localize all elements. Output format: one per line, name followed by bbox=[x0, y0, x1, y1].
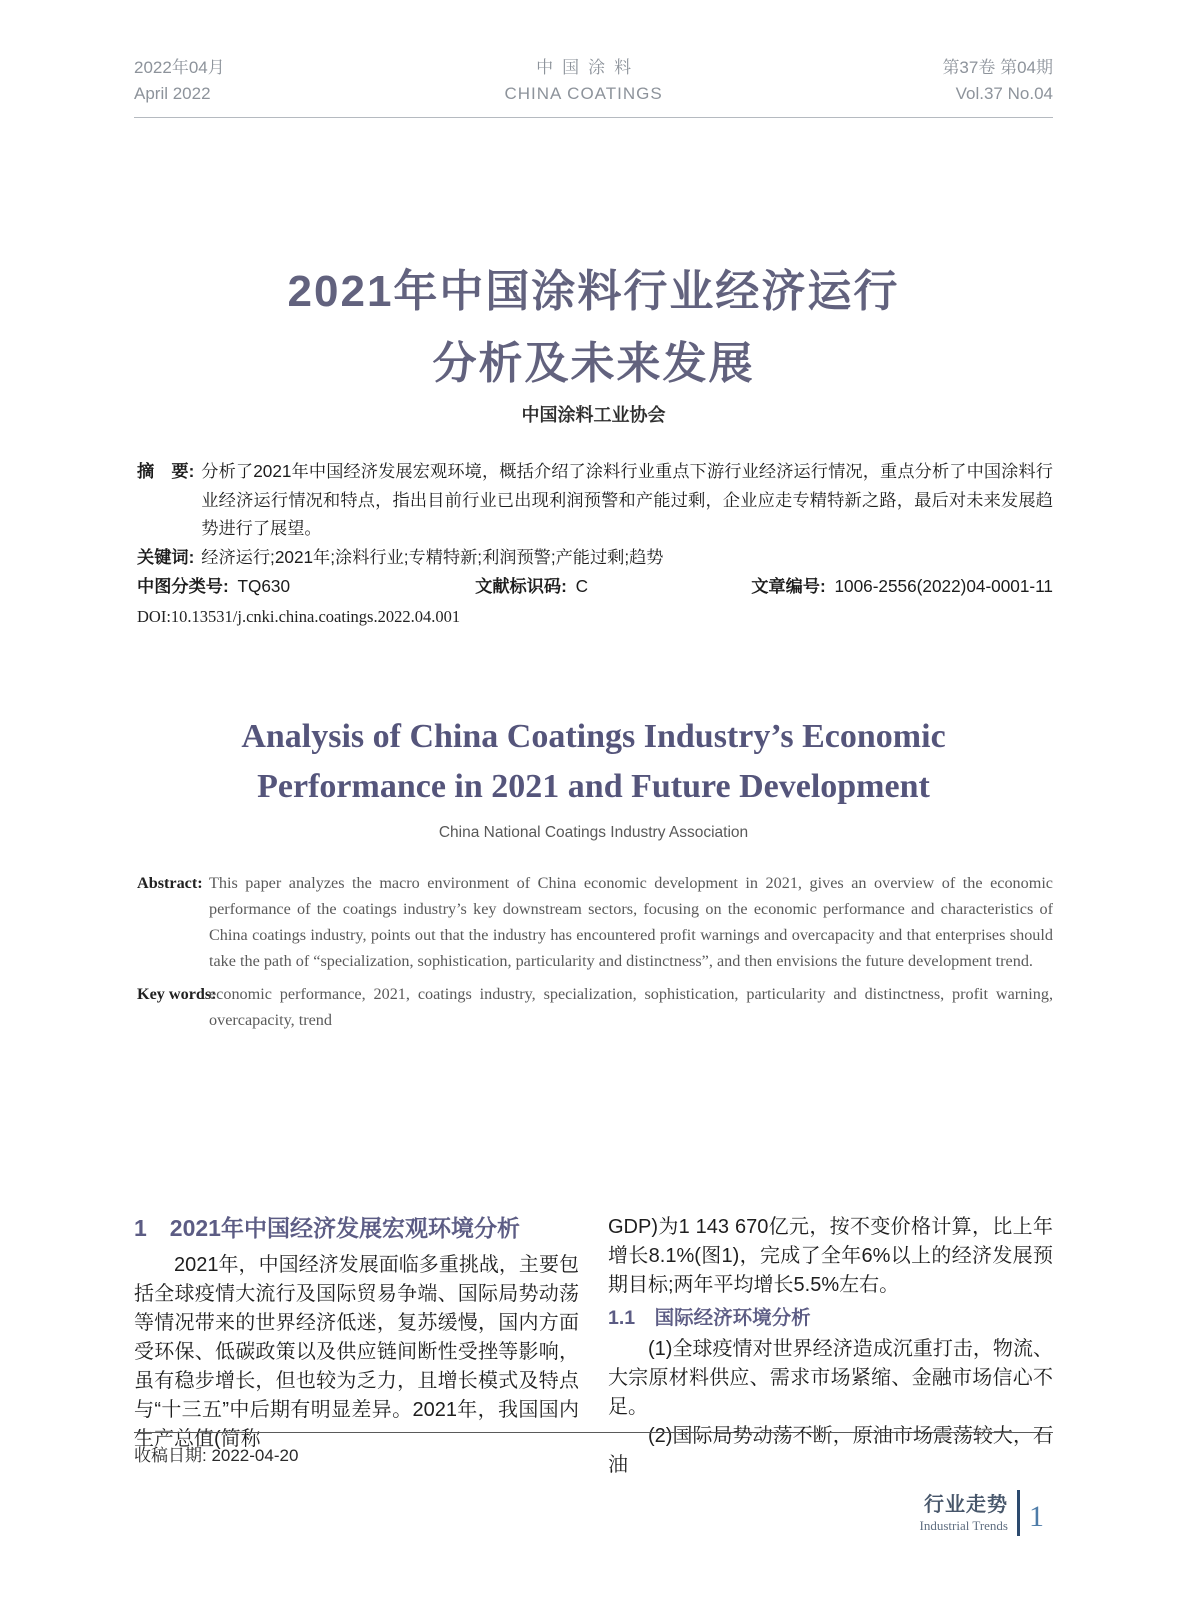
journal-name-en: CHINA COATINGS bbox=[504, 84, 663, 103]
journal-header bbox=[134, 55, 1053, 118]
article-title-en-line2: Performance in 2021 and Future Development bbox=[257, 768, 930, 805]
meta-en-block bbox=[137, 870, 1053, 1033]
author-en: China National Coatings Industry Association bbox=[438, 824, 749, 841]
doc-code-value: C bbox=[575, 576, 589, 596]
body-paragraph-right: GDP)为1 143 670亿元，按不变价格计算，比上年增长8.1%(图1)，完成了全年6%以上的经济发展预期目标;两年平均增长5.5%左右。 bbox=[608, 1216, 1053, 1296]
clc-value: TQ630 bbox=[237, 576, 290, 596]
keywords-cn-label: 关键词: bbox=[137, 546, 195, 567]
section-1-1-heading: 1.1 国际经济环境分析 bbox=[608, 1307, 811, 1329]
article-title-cn bbox=[0, 256, 1187, 400]
footer-label-en: Industrial Trends bbox=[919, 1517, 1008, 1533]
footer-label-cn: 行业走势 bbox=[924, 1493, 1008, 1516]
article-title-cn-line1: 2021年中国涂料行业经济运行 bbox=[287, 267, 900, 316]
clc-item bbox=[137, 572, 475, 601]
meta-cn-block bbox=[137, 457, 1053, 631]
abstract-en-row bbox=[137, 870, 1053, 974]
doi: DOI:10.13531/j.cnki.china.coatings.2022.04.001 bbox=[137, 606, 461, 626]
keywords-cn-row bbox=[137, 543, 1053, 572]
article-title-en bbox=[0, 712, 1187, 812]
article-id-label: 文章编号: bbox=[751, 576, 826, 596]
article-title-en-line1: Analysis of China Coatings Industry’s Economic bbox=[241, 718, 946, 755]
abstract-cn-label: 摘 要: bbox=[137, 461, 195, 481]
article-id-value: 1006-2556(2022)04-0001-11 bbox=[834, 576, 1053, 596]
journal-name-cn: 中国涂料 bbox=[536, 58, 641, 77]
abstract-en-label: Abstract: bbox=[137, 874, 203, 892]
author-cn: 中国涂料工业协会 bbox=[521, 405, 666, 425]
body-paragraph-left: 2021年，中国经济发展面临多重挑战，主要包括全球疫情大流行及国际贸易争端、国际局势动荡等情况带来的世界经济低迷，复苏缓慢，国内方面受环保、低碳政策以及供应链间断性受挫等影响，虽有稳步增长，但也较为乏力，且增长模式及特点与“十三五”中后期有明显差异。2021年，我国国内生产总值(简称 bbox=[134, 1254, 579, 1450]
footer-section-labels bbox=[920, 1493, 1008, 1534]
header-date bbox=[134, 55, 225, 107]
abstract-cn-text: 分析了2021年中国经济发展宏观环境，概括介绍了涂料行业重点下游行业经济运行情况，重点分析了中国涂料行业经济运行情况和特点，指出目前行业已出现利润预警和产能过剩，企业应走专精特新之路，最后对未来发展趋势进行了展望。 bbox=[201, 461, 1053, 538]
article-title-cn-line2: 分析及未来发展 bbox=[432, 339, 755, 388]
keywords-en-label: Key words: bbox=[137, 985, 217, 1003]
body-paragraph-3: (2)国际局势动荡不断，原油市场震荡较大，石油 bbox=[608, 1425, 1053, 1476]
header-date-cn: 2022年04月 bbox=[134, 58, 225, 77]
header-journal-name bbox=[504, 55, 662, 107]
received-date-footnote: 收稿日期: 2022-04-20 bbox=[134, 1432, 1053, 1466]
header-issue bbox=[942, 55, 1053, 107]
page-footer bbox=[920, 1490, 1044, 1536]
body-paragraph-2: (1)全球疫情对世界经济造成沉重打击，物流、大宗原材料供应、需求市场紧缩、金融市场信心不足。 bbox=[608, 1338, 1053, 1418]
header-date-en: April 2022 bbox=[134, 84, 211, 103]
article-id-item bbox=[751, 572, 1053, 601]
keywords-cn-text: 经济运行;2021年;涂料行业;专精特新;利润预警;产能过剩;趋势 bbox=[201, 546, 664, 567]
keywords-en-text: economic performance, 2021, coatings industry, specialization, sophistication, particularity and distinctness, profit warning, overcapacity, trend bbox=[209, 985, 1053, 1029]
abstract-en-text: This paper analyzes the macro environment of China economic development in 2021, gives an overview of the economic performance of the coatings industry’s key downstream sectors, focusing on the economic performance and characteristics of China coatings industry, points out that the industry has encountered profit warnings and overcapacity and that enterprises should take the path of “specialization, sophistication, particularity and distinctness”, and then envisions the future development trend. bbox=[209, 874, 1053, 970]
classification-row bbox=[137, 572, 1053, 601]
section-1-heading: 1 2021年中国经济发展宏观环境分析 bbox=[134, 1215, 520, 1241]
page-number: 1 bbox=[1029, 1500, 1044, 1533]
doc-code-item bbox=[475, 572, 751, 601]
doc-code-label: 文献标识码: bbox=[475, 576, 567, 596]
keywords-en-row bbox=[137, 981, 1053, 1033]
abstract-cn-row bbox=[137, 457, 1053, 543]
header-issue-en: Vol.37 No.04 bbox=[955, 84, 1053, 103]
clc-label: 中图分类号: bbox=[137, 576, 229, 596]
header-issue-cn: 第37卷 第04期 bbox=[942, 58, 1053, 77]
footer-divider-bar bbox=[1017, 1490, 1020, 1536]
